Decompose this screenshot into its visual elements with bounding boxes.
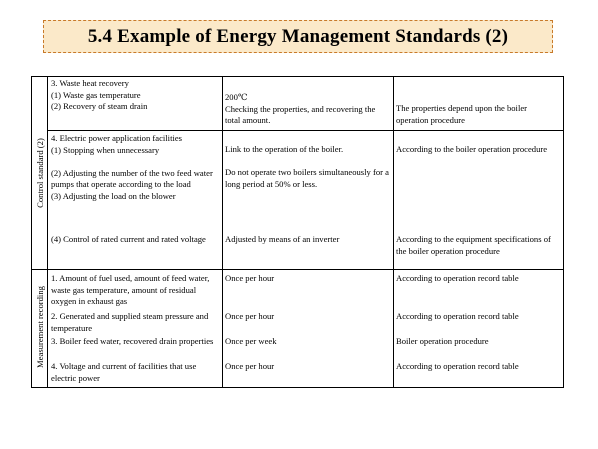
section-label-measurement: Measurement recording xyxy=(35,286,45,368)
row-item-rated-control: (4) Control of rated current and rated voltage xyxy=(51,234,206,244)
measure-frequency-electric: Once per hour xyxy=(225,361,275,371)
row-standard-electric-power: Link to the operation of the boiler. Do not operate two boilers simultaneously for a long period at 50% or less. xyxy=(225,144,389,189)
measure-item-steam: 2. Generated and supplied steam pressure and temperature xyxy=(51,311,209,333)
row-remark-electric-power: According to the boiler operation procedure xyxy=(396,144,548,154)
divider xyxy=(222,77,223,387)
divider xyxy=(47,130,564,131)
measure-frequency-feed-water: Once per week xyxy=(225,336,277,346)
row-standard-waste-heat: 200℃ Checking the properties, and recovering the total amount. xyxy=(225,92,376,125)
measure-remark-fuel: According to operation record table xyxy=(396,273,519,283)
measure-remark-steam: According to operation record table xyxy=(396,311,519,321)
measure-frequency-fuel: Once per hour xyxy=(225,273,275,283)
slide-title: 5.4 Example of Energy Management Standards (2) xyxy=(87,25,509,47)
row-item-waste-heat: 3. Waste heat recovery (1) Waste gas temperature (2) Recovery of steam drain xyxy=(51,78,148,111)
divider xyxy=(47,77,48,387)
measure-frequency-steam: Once per hour xyxy=(225,311,275,321)
divider xyxy=(32,269,564,270)
row-standard-rated-control: Adjusted by means of an inverter xyxy=(225,234,340,244)
slide-title-box xyxy=(43,20,553,53)
measure-item-electric: 4. Voltage and current of facilities that use electric power xyxy=(51,361,197,383)
measure-item-feed-water: 3. Boiler feed water, recovered drain properties xyxy=(51,336,214,346)
divider xyxy=(393,77,394,387)
row-item-electric-power: 4. Electric power application facilities (1) Stopping when unnecessary (2) Adjusting the number of the two feed water pumps that operate according to the load (3) Adjusting the load on the blower xyxy=(51,133,213,201)
measure-item-fuel: 1. Amount of fuel used, amount of feed water, waste gas temperature, amount of residual oxygen in exhaust gas xyxy=(51,273,210,306)
measure-remark-electric: According to operation record table xyxy=(396,361,519,371)
section-label-control: Control standard (2) xyxy=(35,138,45,208)
row-remark-waste-heat: The properties depend upon the boiler operation procedure xyxy=(396,103,528,125)
row-remark-rated-control: According to the equipment specifications of the boiler operation procedure xyxy=(396,234,551,256)
measure-remark-feed-water: Boiler operation procedure xyxy=(396,336,489,346)
standards-table xyxy=(31,76,564,388)
